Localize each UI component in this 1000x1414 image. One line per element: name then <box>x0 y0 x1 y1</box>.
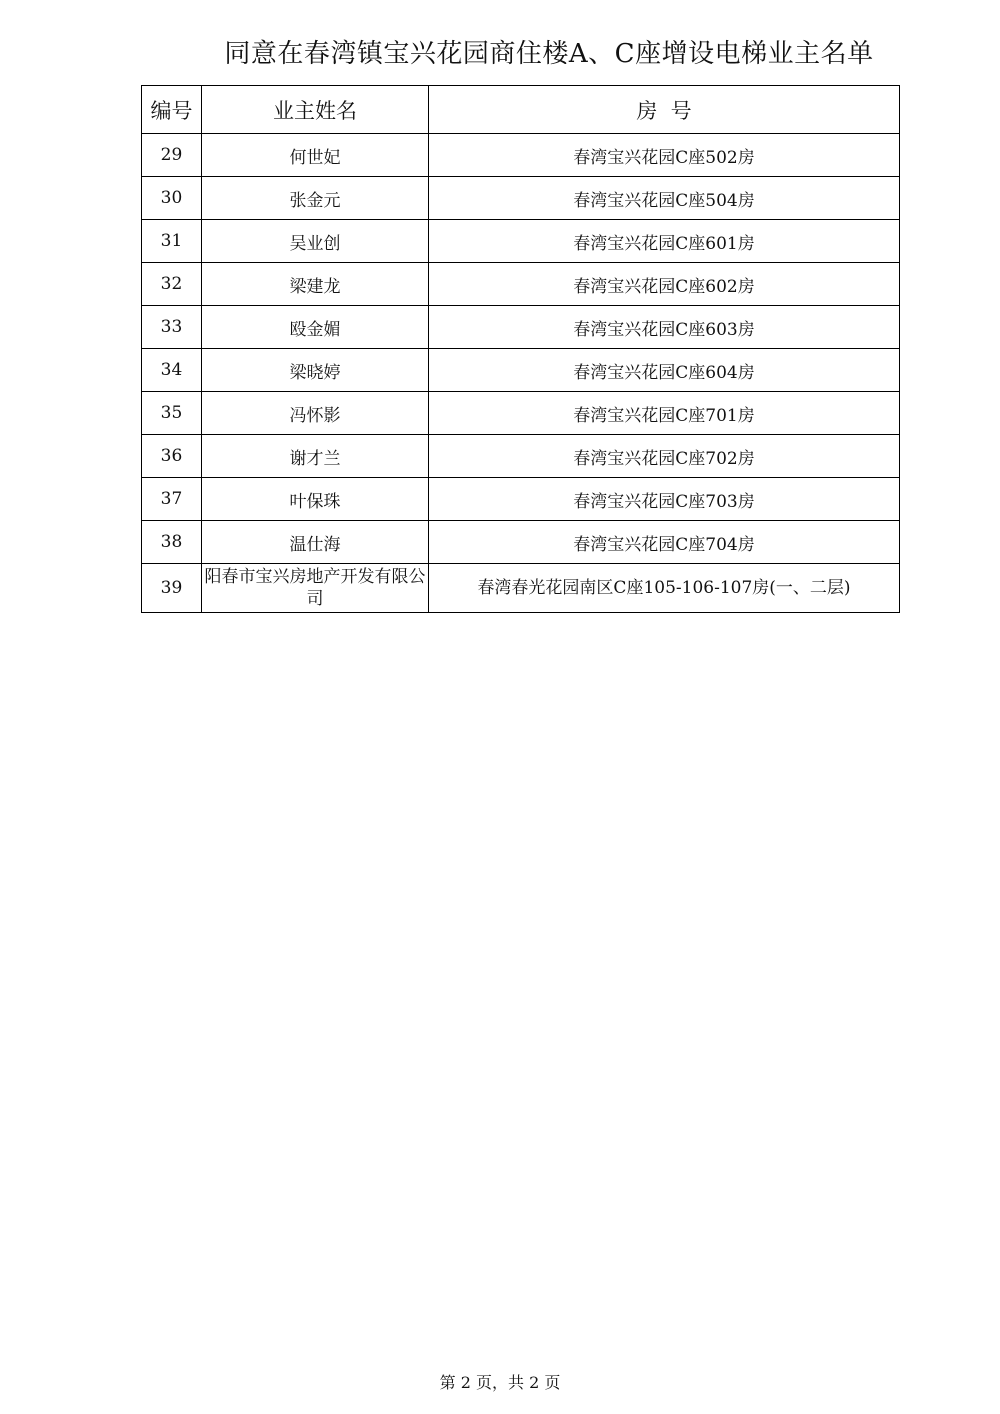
cell-number: 37 <box>142 478 202 521</box>
owners-table <box>141 85 900 613</box>
table-row <box>142 392 900 435</box>
page-number-footer: 第 2 页，共 2 页 <box>439 1373 561 1392</box>
cell-owner-name: 吴业创 <box>202 220 429 263</box>
column-header-number: 编号 <box>142 86 202 134</box>
column-header-owner-name: 业主姓名 <box>202 86 429 134</box>
cell-number: 34 <box>142 349 202 392</box>
cell-number: 31 <box>142 220 202 263</box>
table-row <box>142 564 900 613</box>
cell-room: 春湾宝兴花园C座703房 <box>429 478 900 521</box>
cell-owner-name: 何世妃 <box>202 134 429 177</box>
table-row <box>142 263 900 306</box>
table-row <box>142 521 900 564</box>
cell-owner-name: 张金元 <box>202 177 429 220</box>
cell-room: 春湾宝兴花园C座604房 <box>429 349 900 392</box>
cell-owner-name: 温仕海 <box>202 521 429 564</box>
cell-number: 39 <box>142 564 202 613</box>
cell-room: 春湾宝兴花园C座504房 <box>429 177 900 220</box>
cell-number: 38 <box>142 521 202 564</box>
table-row <box>142 478 900 521</box>
cell-owner-name: 阳春市宝兴房地产开发有限公司 <box>202 564 429 613</box>
cell-owner-name: 叶保珠 <box>202 478 429 521</box>
cell-owner-name: 梁晓婷 <box>202 349 429 392</box>
cell-number: 36 <box>142 435 202 478</box>
cell-number: 30 <box>142 177 202 220</box>
cell-number: 29 <box>142 134 202 177</box>
table-row <box>142 349 900 392</box>
table-row <box>142 435 900 478</box>
table-row <box>142 306 900 349</box>
cell-room: 春湾宝兴花园C座702房 <box>429 435 900 478</box>
cell-number: 32 <box>142 263 202 306</box>
cell-room: 春湾宝兴花园C座701房 <box>429 392 900 435</box>
document-title: 同意在春湾镇宝兴花园商住楼A、C座增设电梯业主名单 <box>224 39 874 69</box>
cell-owner-name: 谢才兰 <box>202 435 429 478</box>
cell-owner-name: 殴金媚 <box>202 306 429 349</box>
column-header-room-number: 房 号 <box>429 86 900 134</box>
table-row <box>142 220 900 263</box>
cell-owner-name: 冯怀影 <box>202 392 429 435</box>
cell-number: 35 <box>142 392 202 435</box>
cell-room: 春湾春光花园南区C座105-106-107房(一、二层) <box>429 564 900 613</box>
cell-room: 春湾宝兴花园C座704房 <box>429 521 900 564</box>
table-row <box>142 177 900 220</box>
cell-owner-name: 梁建龙 <box>202 263 429 306</box>
cell-room: 春湾宝兴花园C座601房 <box>429 220 900 263</box>
table-header-row <box>142 86 900 134</box>
cell-room: 春湾宝兴花园C座603房 <box>429 306 900 349</box>
cell-number: 33 <box>142 306 202 349</box>
cell-room: 春湾宝兴花园C座502房 <box>429 134 900 177</box>
table-row <box>142 134 900 177</box>
cell-room: 春湾宝兴花园C座602房 <box>429 263 900 306</box>
